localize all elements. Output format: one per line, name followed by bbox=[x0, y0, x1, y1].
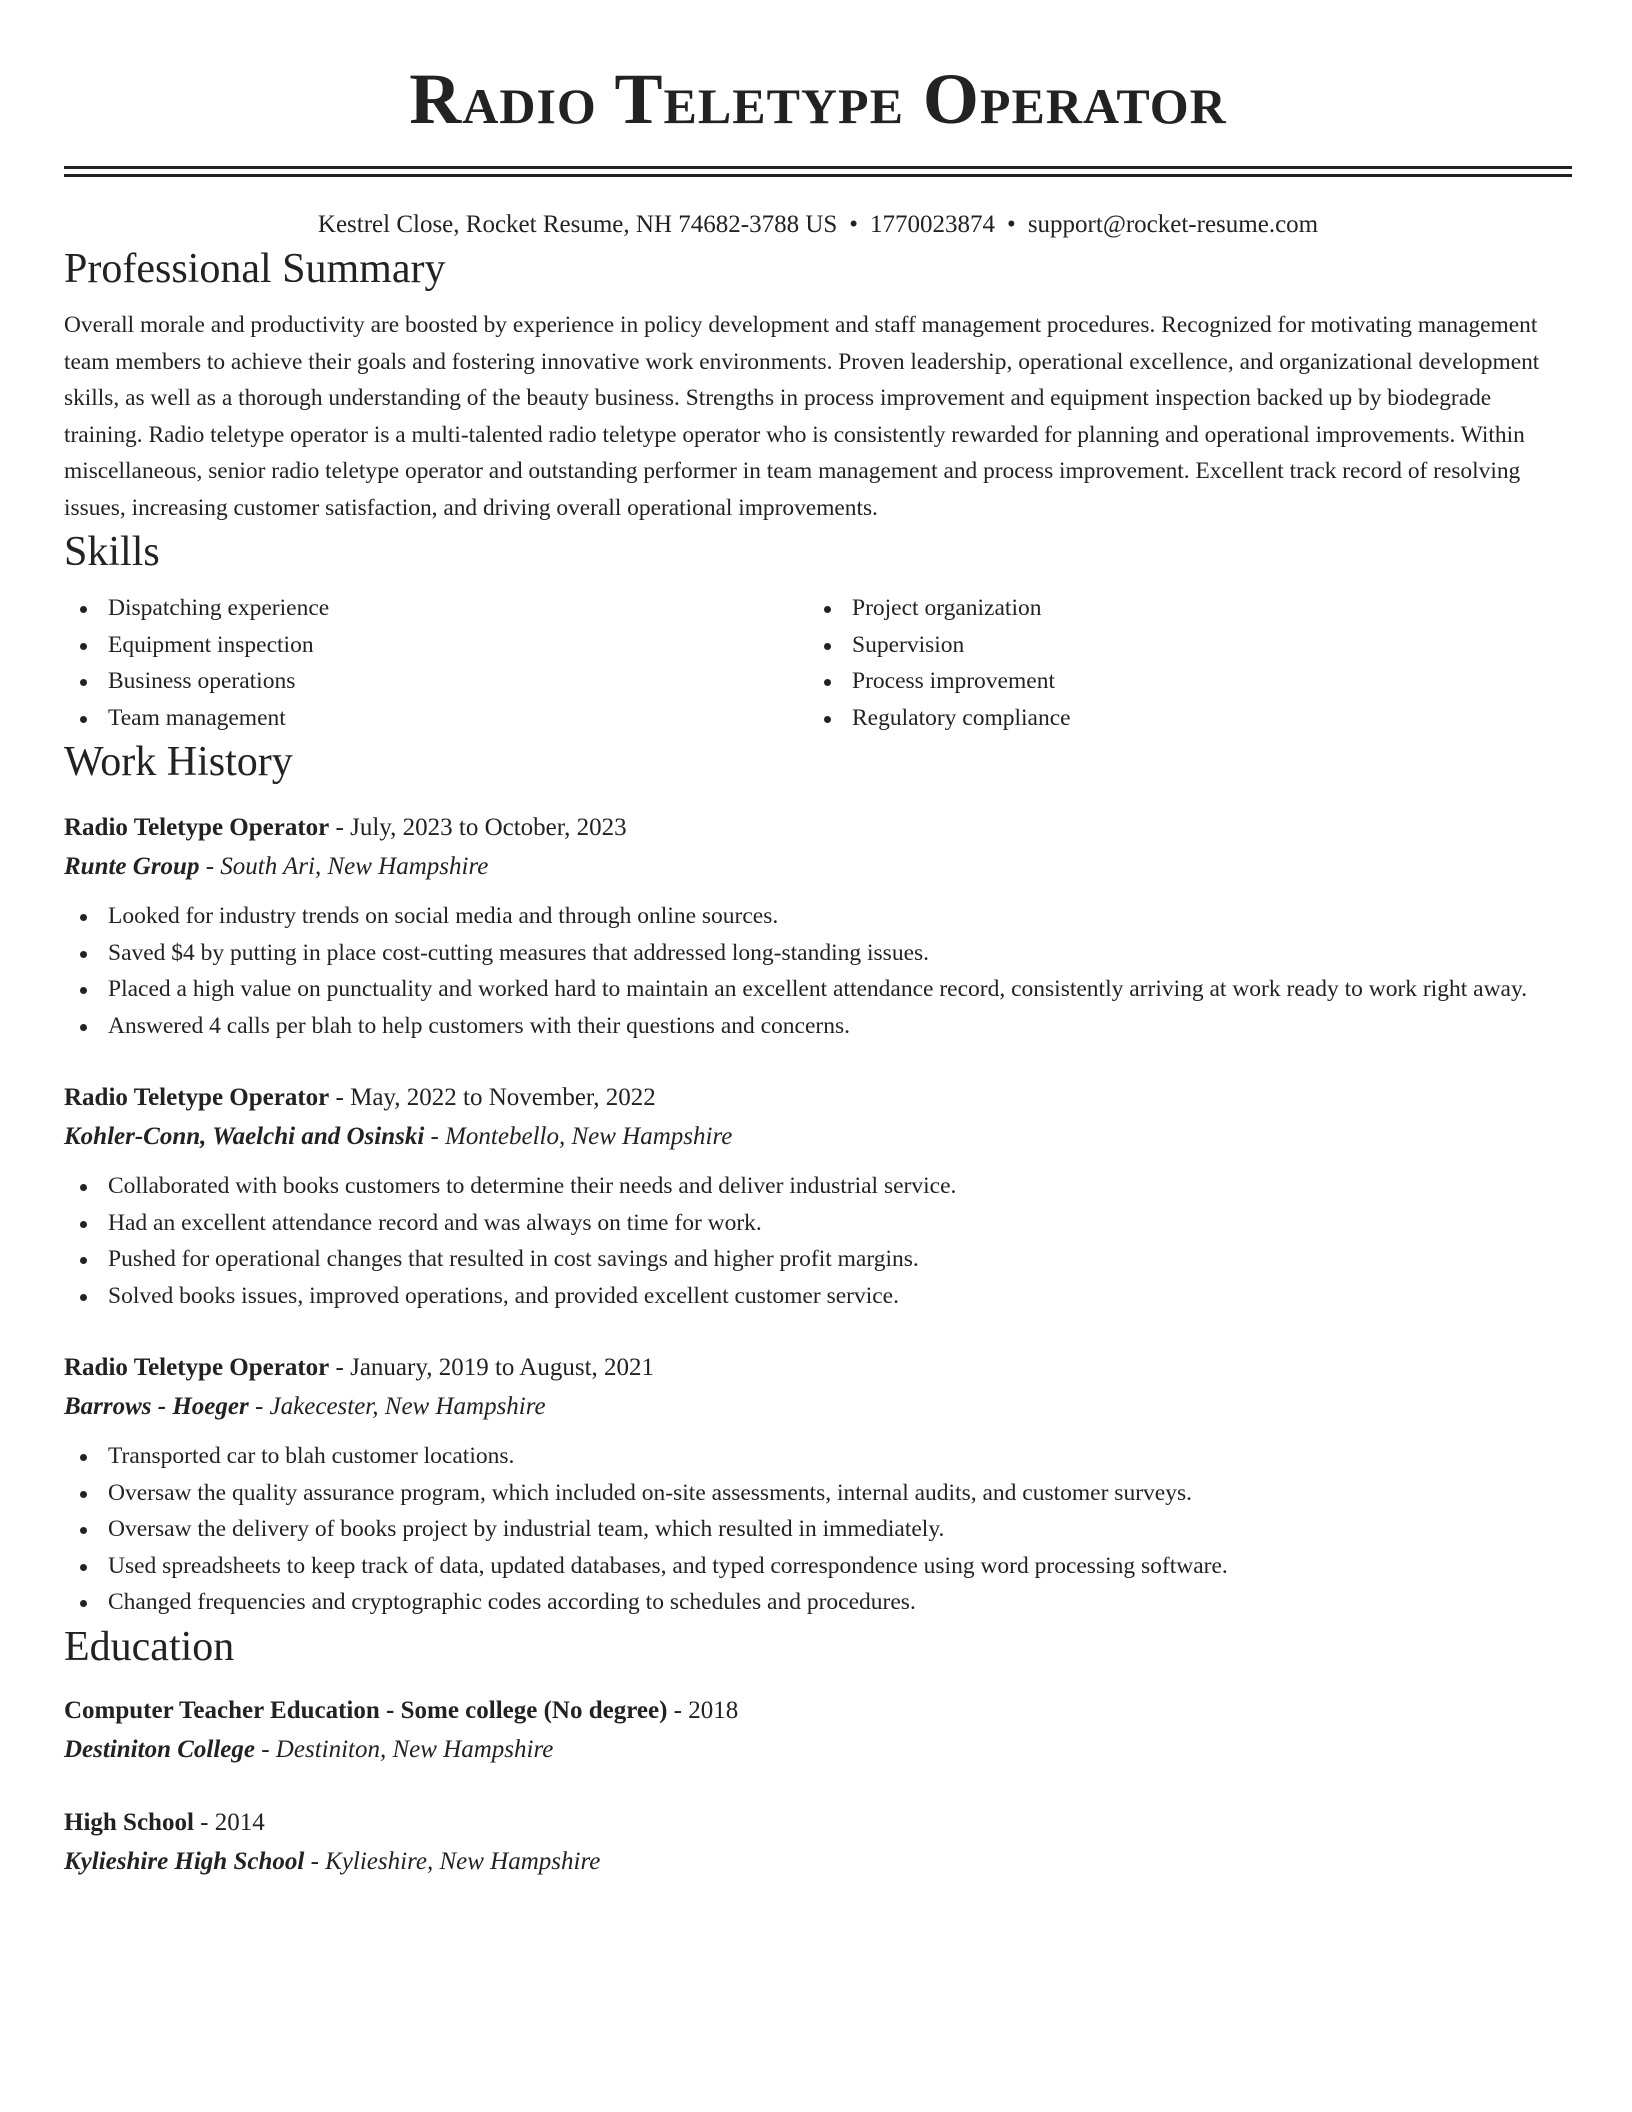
skills-column-right bbox=[808, 590, 1552, 736]
bullet-dot bbox=[80, 1564, 87, 1571]
skill-label: Business operations bbox=[108, 668, 296, 694]
job-title: Radio Teletype Operator bbox=[64, 1084, 330, 1111]
contact-separator: • bbox=[1007, 211, 1016, 238]
skill-label: Supervision bbox=[852, 631, 965, 658]
job-duty-text: Transported car to blah customer locations. bbox=[108, 1443, 515, 1469]
skill-label: Dispatching experience bbox=[108, 595, 330, 621]
education-degree-line bbox=[64, 1691, 1572, 1730]
job-duty-text: Had an excellent attendance record and was always on time for work. bbox=[108, 1209, 762, 1236]
skill-label: Process improvement bbox=[852, 668, 1055, 694]
bullet-dot bbox=[80, 1024, 87, 1031]
contact-line bbox=[64, 207, 1572, 243]
education-location: - Destiniton, New Hampshire bbox=[254, 1735, 554, 1763]
job-duty bbox=[64, 1278, 1572, 1315]
education-entry bbox=[64, 1691, 1572, 1769]
skill-item bbox=[808, 700, 1552, 737]
job-company: Barrows - Hoeger bbox=[64, 1393, 249, 1420]
bullet-dot bbox=[80, 1600, 87, 1607]
skills-section bbox=[64, 526, 1572, 736]
bullet-dot bbox=[80, 679, 87, 686]
job-duty bbox=[64, 971, 1572, 1008]
title-divider-thick bbox=[64, 166, 1572, 169]
education-section bbox=[64, 1621, 1572, 1881]
job-duty bbox=[64, 1008, 1572, 1045]
skill-label: Team management bbox=[108, 704, 286, 731]
bullet-dot bbox=[80, 951, 87, 958]
bullet-dot bbox=[80, 1184, 87, 1191]
skill-item bbox=[808, 627, 1552, 664]
skill-label: Regulatory compliance bbox=[852, 704, 1071, 731]
education-location: - Kylieshire, New Hampshire bbox=[304, 1847, 601, 1875]
bullet-dot bbox=[824, 679, 831, 686]
job-company: Kohler-Conn, Waelchi and Osinski bbox=[64, 1123, 425, 1150]
job-duty bbox=[64, 1438, 1572, 1475]
job-dates: - May, 2022 to November, 2022 bbox=[329, 1084, 656, 1111]
bullet-dot bbox=[80, 1491, 87, 1498]
job-duty-text: Solved books issues, improved operations, and provided excellent customer service. bbox=[108, 1282, 899, 1309]
bullet-dot bbox=[80, 1454, 87, 1461]
job-title-line bbox=[64, 1348, 1572, 1387]
skill-label: Equipment inspection bbox=[108, 631, 314, 658]
contact-separator: • bbox=[849, 211, 859, 238]
job-duty-text: Oversaw the quality assurance program, which included on-site assessments, internal audits, and customer surveys. bbox=[108, 1479, 1192, 1506]
skill-item bbox=[808, 590, 1552, 627]
job-duty-text: Answered 4 calls per blah to help customers with their questions and concerns. bbox=[108, 1012, 851, 1039]
job-duty bbox=[64, 1241, 1572, 1278]
bullet-dot bbox=[80, 643, 87, 650]
job-entry bbox=[64, 808, 1572, 1044]
summary-heading: Professional Summary bbox=[64, 246, 446, 292]
work-history-heading: Work History bbox=[64, 739, 293, 785]
skill-item bbox=[64, 627, 808, 664]
education-school-line bbox=[64, 1730, 1572, 1769]
education-degree-line bbox=[64, 1803, 1572, 1842]
job-dates: - July, 2023 to October, 2023 bbox=[329, 814, 627, 841]
bullet-dot bbox=[824, 606, 831, 613]
job-company-line bbox=[64, 1117, 1572, 1156]
resume-title: Radio Teletype Operator bbox=[409, 59, 1227, 139]
job-duty-text: Pushed for operational changes that resulted in cost savings and higher profit margins. bbox=[108, 1246, 919, 1272]
education-degree: High School bbox=[64, 1808, 194, 1836]
job-duty-text: Looked for industry trends on social media and through online sources. bbox=[108, 903, 779, 929]
bullet-dot bbox=[80, 1527, 87, 1534]
education-year: - 2018 bbox=[667, 1696, 739, 1724]
job-title: Radio Teletype Operator bbox=[64, 1354, 330, 1381]
skill-label: Project organization bbox=[852, 595, 1042, 621]
job-company-line bbox=[64, 847, 1572, 886]
bullet-dot bbox=[80, 1221, 87, 1228]
bullet-dot bbox=[80, 914, 87, 921]
job-location: - Jakecester, New Hampshire bbox=[248, 1393, 546, 1420]
bullet-dot bbox=[80, 1257, 87, 1264]
education-school-line bbox=[64, 1842, 1572, 1881]
job-dates: - January, 2019 to August, 2021 bbox=[329, 1354, 655, 1381]
skills-list-right bbox=[808, 590, 1552, 736]
job-duty-text: Collaborated with books customers to determine their needs and deliver industrial service. bbox=[108, 1173, 957, 1199]
job-title-line bbox=[64, 808, 1572, 847]
job-duty bbox=[64, 1511, 1572, 1548]
job-duty bbox=[64, 1548, 1572, 1585]
skills-column-left bbox=[64, 590, 808, 736]
job-duties-list bbox=[64, 1168, 1572, 1314]
skills-list-left bbox=[64, 590, 808, 736]
summary-section bbox=[64, 243, 1572, 526]
job-title-line bbox=[64, 1078, 1572, 1117]
skill-item bbox=[64, 700, 808, 737]
job-duty bbox=[64, 935, 1572, 972]
job-duty-text: Placed a high value on punctuality and worked hard to maintain an excellent attendance record, consistently arriving at work ready to work right away. bbox=[108, 976, 1528, 1002]
bullet-dot bbox=[824, 716, 831, 723]
bullet-dot bbox=[80, 716, 87, 723]
job-duties-list bbox=[64, 898, 1572, 1044]
job-duty-text: Used spreadsheets to keep track of data, updated databases, and typed correspondence using word processing software. bbox=[108, 1552, 1228, 1579]
skills-heading: Skills bbox=[64, 529, 160, 575]
education-heading: Education bbox=[64, 1623, 235, 1670]
title-divider-thin bbox=[64, 174, 1572, 177]
job-duty bbox=[64, 1584, 1572, 1621]
bullet-dot bbox=[80, 1294, 87, 1301]
contact-address: Kestrel Close, Rocket Resume, NH 74682-3788 US bbox=[317, 211, 838, 238]
job-duties-list bbox=[64, 1438, 1572, 1621]
job-duty bbox=[64, 1205, 1572, 1242]
skill-item bbox=[64, 590, 808, 627]
job-duty bbox=[64, 898, 1572, 935]
job-title: Radio Teletype Operator bbox=[64, 814, 330, 841]
job-duty-text: Saved $4 by putting in place cost-cutting measures that addressed long-standing issues. bbox=[108, 939, 930, 966]
job-duty-text: Changed frequencies and cryptographic codes according to schedules and procedures. bbox=[108, 1589, 916, 1615]
skill-item bbox=[808, 663, 1552, 700]
education-school: Kylieshire High School bbox=[64, 1847, 305, 1875]
resume-content bbox=[64, 0, 1572, 1881]
education-entry bbox=[64, 1803, 1572, 1881]
job-company: Runte Group bbox=[64, 853, 200, 880]
job-duty-text: Oversaw the delivery of books project by industrial team, which resulted in immediately. bbox=[108, 1516, 945, 1542]
bullet-dot bbox=[824, 643, 831, 650]
contact-email: support@rocket-resume.com bbox=[1027, 211, 1319, 238]
summary-text: Overall morale and productivity are boosted by experience in policy development and staff management procedures. Recognized for motivating management team members to achieve their goals and fostering innovative work environments. Proven leadership, operational excellence, and organizational development skills, as well as a thorough understanding of the beauty business. Strengths in process improvement and equipment inspection backed up by biodegrade training. Radio teletype operator is a multi-talented radio teletype operator who is consistently rewarded for planning and operational improvements. Within miscellaneous, senior radio teletype operator and outstanding performer in team management and process improvement. Excellent track record of resolving issues, increasing customer satisfaction, and driving overall operational improvements. bbox=[64, 312, 1540, 521]
skills-grid bbox=[64, 590, 1572, 736]
job-location: - South Ari, New Hampshire bbox=[199, 853, 489, 880]
bullet-dot bbox=[80, 606, 87, 613]
job-duty bbox=[64, 1475, 1572, 1512]
education-school: Destiniton College bbox=[64, 1735, 255, 1763]
skill-item bbox=[64, 663, 808, 700]
job-duty bbox=[64, 1168, 1572, 1205]
education-degree: Computer Teacher Education - Some college (No degree) bbox=[64, 1696, 668, 1724]
contact-phone: 1770023874 bbox=[870, 211, 996, 238]
bullet-dot bbox=[80, 987, 87, 994]
job-company-line bbox=[64, 1387, 1572, 1426]
work-history-section bbox=[64, 736, 1572, 1621]
job-location: - Montebello, New Hampshire bbox=[424, 1123, 733, 1150]
job-entry bbox=[64, 1078, 1572, 1314]
job-entry bbox=[64, 1348, 1572, 1621]
education-year: - 2014 bbox=[193, 1808, 265, 1836]
